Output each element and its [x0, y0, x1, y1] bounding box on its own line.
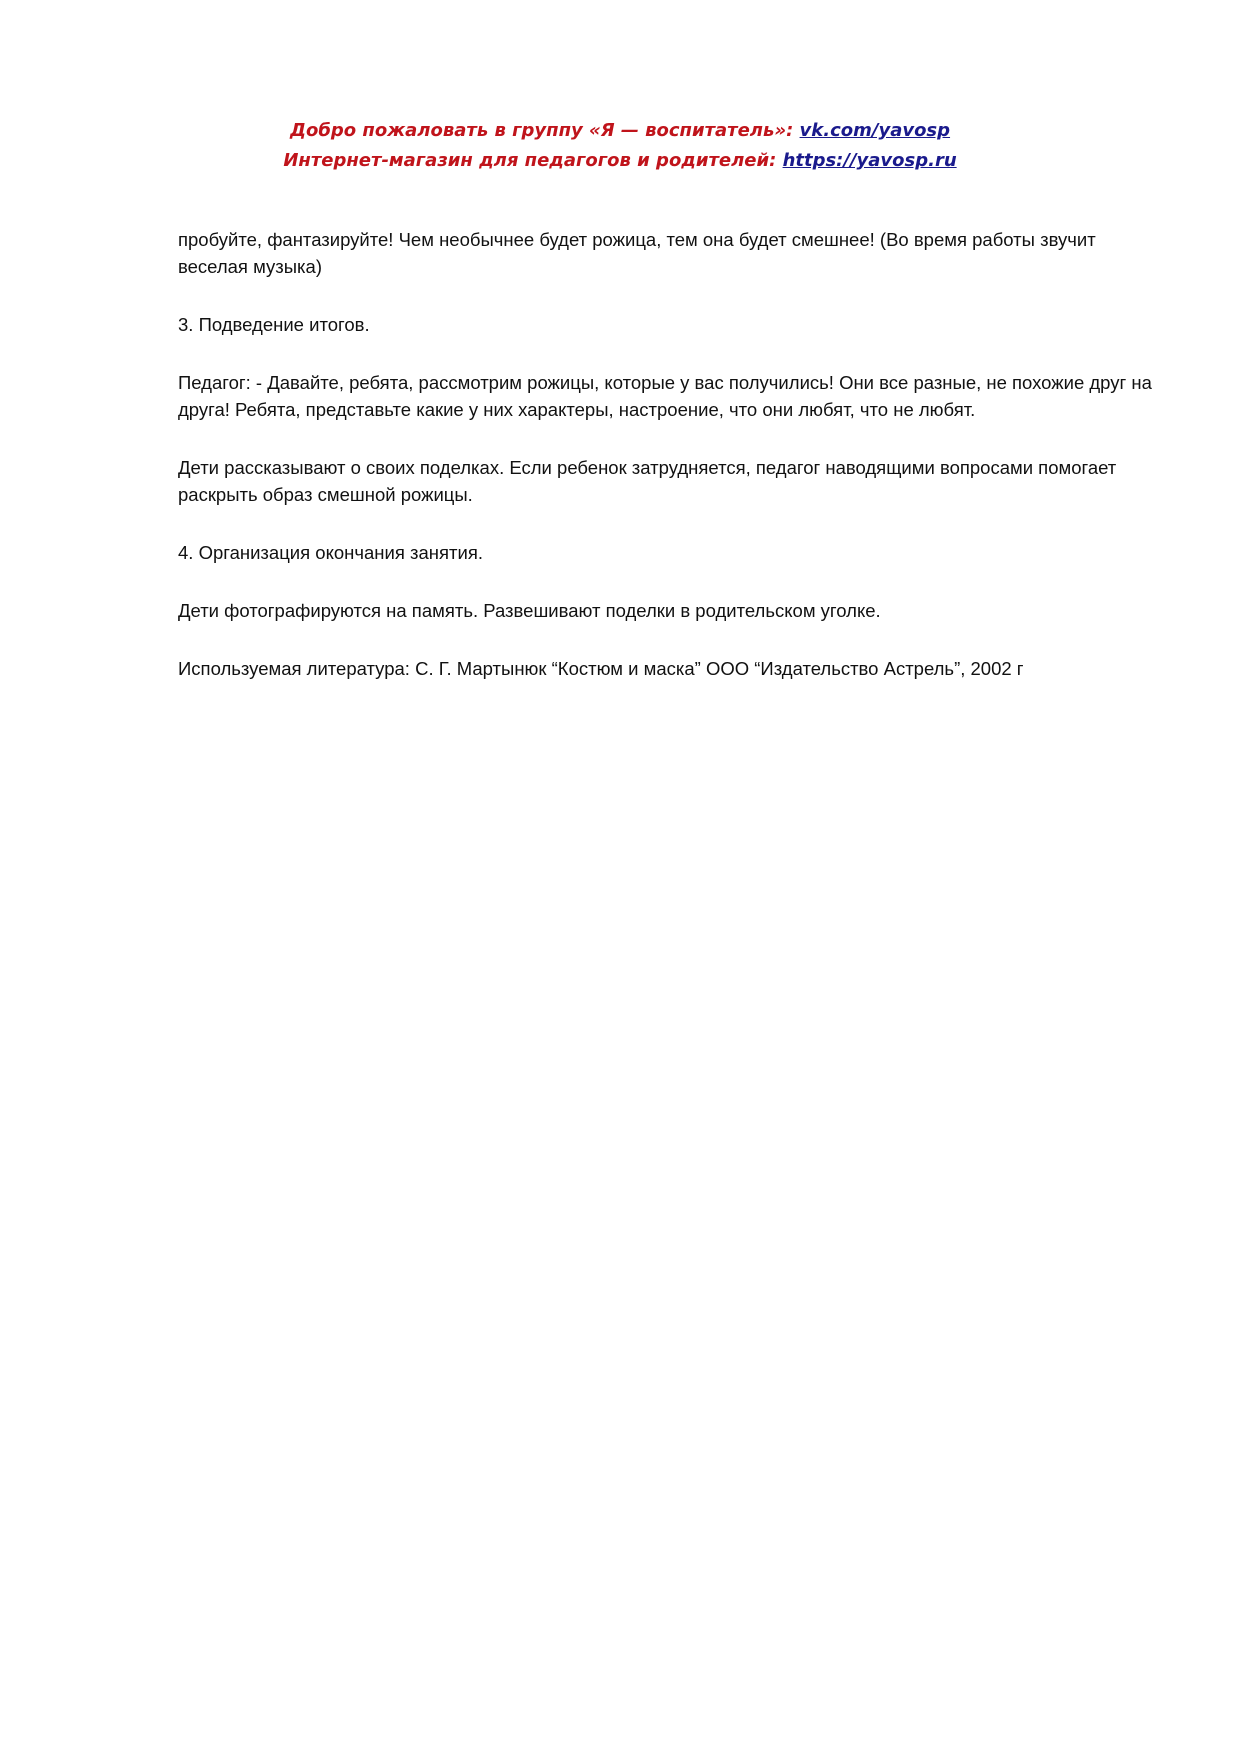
document-body: [178, 226, 1158, 713]
header-line-group: [0, 116, 1240, 146]
header-shop-text: Интернет-магазин для педагогов и родителей:: [283, 150, 783, 171]
shop-link[interactable]: https://yavosp.ru: [782, 150, 957, 171]
header-group-text: Добро пожаловать в группу «Я — воспитатель»:: [289, 120, 800, 141]
page-header: [0, 116, 1240, 176]
vk-link[interactable]: vk.com/yavosp: [799, 120, 951, 141]
literature-reference: Используемая литература: С. Г. Мартынюк “Костюм и маска” ООО “Издательство Астрель”, 2002 г: [178, 658, 1024, 679]
paragraph: Педагог: - Давайте, ребята, рассмотрим рожицы, которые у вас получились! Они все разные, не похожие друг на друга! Ребята, представьте какие у них характеры, настроение, что они любят, что не любят.: [178, 372, 1152, 420]
header-line-shop: [0, 146, 1240, 176]
section-heading-ending: 4. Организация окончания занятия.: [178, 542, 483, 563]
section-heading-summary: 3. Подведение итогов.: [178, 314, 370, 335]
paragraph: Дети фотографируются на память. Развешивают поделки в родительском уголке.: [178, 600, 881, 621]
paragraph: пробуйте, фантазируйте! Чем необычнее будет рожица, тем она будет смешнее! (Во время работы звучит веселая музыка): [178, 229, 1096, 277]
paragraph: Дети рассказывают о своих поделках. Если ребенок затрудняется, педагог наводящими вопросами помогает раскрыть образ смешной рожицы.: [178, 457, 1117, 505]
